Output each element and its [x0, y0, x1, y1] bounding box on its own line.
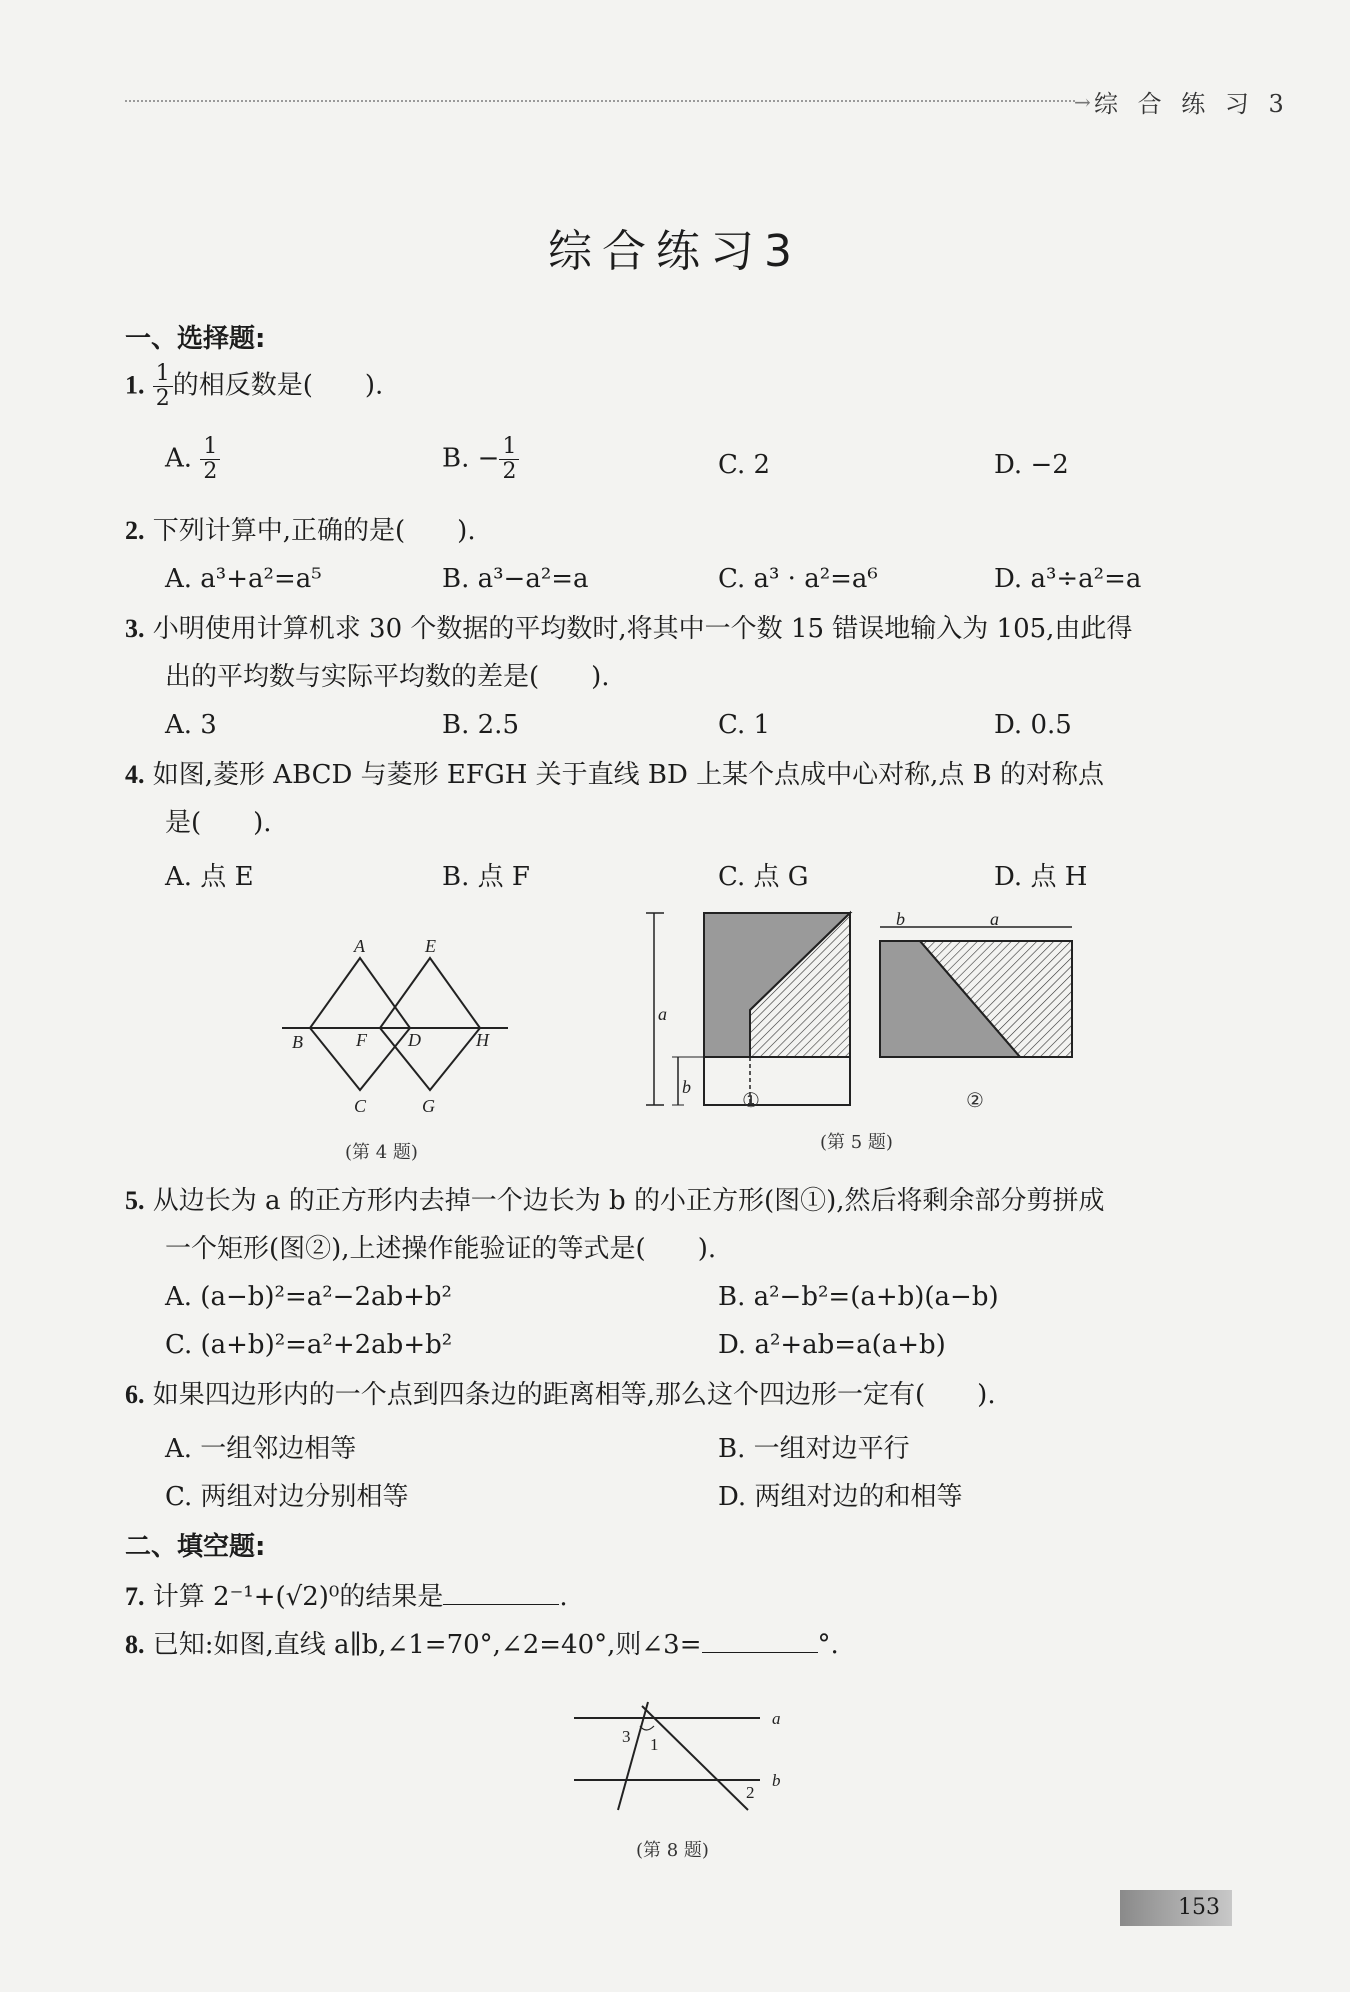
- question-number: 1.: [125, 370, 145, 400]
- question-text-line1: 小明使用计算机求 30 个数据的平均数时,将其中一个数 15 错误地输入为 105,由此得: [152, 614, 1133, 644]
- denominator: 2: [502, 459, 517, 484]
- q5-option-c: C. (a+b)²=a²+2ab+b²: [165, 1330, 453, 1360]
- option-label: B.: [442, 443, 470, 474]
- section-heading-fill: 二、填空题:: [125, 1532, 266, 1562]
- question-number: 2.: [125, 516, 145, 545]
- question-5-line2: 一个矩形(图②),上述操作能验证的等式是( ).: [165, 1234, 717, 1264]
- label-E: E: [425, 936, 436, 956]
- question-text: 计算 2⁻¹+(√2)⁰的结果是: [152, 1582, 444, 1612]
- label-C: C: [354, 1096, 367, 1116]
- question-text: 下列计算中,正确的是( ).: [152, 516, 476, 546]
- question-text: 的相反数是( ).: [172, 370, 384, 401]
- question-4: [125, 758, 1104, 792]
- q6-option-a: A. 一组邻边相等: [165, 1434, 357, 1464]
- q4-option-a: A. 点 E: [165, 862, 254, 892]
- label-a: a: [658, 1004, 667, 1024]
- q3-option-b: B. 2.5: [442, 710, 519, 740]
- fraction: [200, 435, 220, 484]
- q6-option-c: C. 两组对边分别相等: [165, 1482, 409, 1512]
- q1-option-c: C. 2: [718, 450, 771, 480]
- figure-5-label-1: ①: [742, 1088, 760, 1112]
- header-rule: [125, 100, 1075, 102]
- option-label: A.: [165, 443, 193, 474]
- label-H: H: [476, 1030, 489, 1050]
- question-4-line2: 是( ).: [165, 808, 272, 838]
- q6-option-d: D. 两组对边的和相等: [718, 1482, 963, 1512]
- question-suffix: .: [559, 1582, 568, 1612]
- page-number: 153: [1120, 1890, 1232, 1926]
- figure-5-caption: (第 5 题): [820, 1132, 893, 1153]
- label-line-a: a: [772, 1709, 781, 1728]
- question-text-line1: 从边长为 a 的正方形内去掉一个边长为 b 的小正方形(图①),然后将剩余部分剪拼成: [152, 1186, 1105, 1216]
- q4-option-b: B. 点 F: [442, 862, 530, 892]
- figure-4-caption: (第 4 题): [345, 1142, 418, 1163]
- question-text-line1: 如图,菱形 ABCD 与菱形 EFGH 关于直线 BD 上某个点成中心对称,点 B 的对称点: [152, 760, 1105, 790]
- question-3: [125, 612, 1132, 646]
- angle-1-label: 1: [650, 1735, 659, 1754]
- angle-2-label: 2: [746, 1783, 755, 1802]
- q4-option-d: D. 点 H: [994, 862, 1088, 892]
- q2-option-d: D. a³÷a²=a: [994, 564, 1142, 594]
- q1-option-a: [165, 435, 220, 484]
- question-text: 已知:如图,直线 a∥b,∠1=70°,∠2=40°,则∠3=: [152, 1630, 702, 1660]
- question-number: 5.: [125, 1186, 145, 1215]
- question-text: 如果四边形内的一个点到四条边的距离相等,那么这个四边形一定有( ).: [152, 1380, 996, 1410]
- minus-sign: −: [477, 443, 500, 474]
- figure-8-caption: (第 8 题): [636, 1840, 709, 1861]
- label-A: A: [354, 936, 365, 956]
- q2-option-a: A. a³+a²=a⁵: [165, 564, 322, 594]
- label-G: G: [422, 1096, 435, 1116]
- label-B: B: [292, 1032, 303, 1052]
- answer-blank[interactable]: [702, 1626, 818, 1653]
- q1-option-d: D. −2: [994, 450, 1069, 480]
- q5-option-a: A. (a−b)²=a²−2ab+b²: [165, 1282, 452, 1312]
- label-a: a: [990, 909, 999, 929]
- question-suffix: °.: [817, 1630, 839, 1660]
- label-b: b: [682, 1077, 691, 1097]
- question-8: [125, 1626, 839, 1662]
- label-line-b: b: [772, 1771, 781, 1790]
- page-title: 综合练习3: [548, 226, 802, 277]
- question-number: 8.: [125, 1630, 145, 1659]
- figure-5-label-2: ②: [966, 1088, 984, 1112]
- q6-option-b: B. 一组对边平行: [718, 1434, 910, 1464]
- label-D: D: [408, 1030, 421, 1050]
- q2-option-b: B. a³−a²=a: [442, 564, 589, 594]
- denominator: 2: [203, 459, 218, 484]
- numerator: 1: [153, 362, 173, 387]
- header-section-label: 综 合 练 习 3: [1094, 90, 1290, 118]
- question-6: [125, 1378, 996, 1412]
- q3-option-a: A. 3: [165, 710, 217, 740]
- denominator: 2: [155, 386, 170, 411]
- question-number: 3.: [125, 614, 145, 643]
- question-1: [125, 362, 383, 411]
- figure-8-parallel-lines: [560, 1690, 820, 1820]
- q5-option-d: D. a²+ab=a(a+b): [718, 1330, 946, 1360]
- question-2: [125, 514, 476, 548]
- answer-blank[interactable]: [443, 1578, 559, 1605]
- q3-option-d: D. 0.5: [994, 710, 1072, 740]
- section-heading-choice: 一、选择题:: [125, 324, 266, 354]
- question-number: 6.: [125, 1380, 145, 1409]
- question-7: [125, 1578, 568, 1614]
- q1-option-b: [442, 435, 519, 484]
- fraction: [499, 435, 519, 484]
- fraction: [153, 362, 173, 411]
- q3-option-c: C. 1: [718, 710, 771, 740]
- label-F: F: [356, 1030, 367, 1050]
- figure-5-squares: [640, 905, 1080, 1115]
- numerator: 1: [200, 435, 220, 460]
- numerator: 1: [499, 435, 519, 460]
- q2-option-c: C. a³ · a²=a⁶: [718, 564, 878, 594]
- question-5: [125, 1184, 1105, 1218]
- question-number: 4.: [125, 760, 145, 789]
- q5-option-b: B. a²−b²=(a+b)(a−b): [718, 1282, 999, 1312]
- question-3-line2: 出的平均数与实际平均数的差是( ).: [165, 662, 610, 692]
- q4-option-c: C. 点 G: [718, 862, 809, 892]
- label-b: b: [896, 909, 905, 929]
- header-arrow: →: [1074, 90, 1091, 114]
- question-number: 7.: [125, 1582, 145, 1611]
- angle-3-label: 3: [622, 1727, 631, 1746]
- figure-4-rhombi: [270, 930, 520, 1130]
